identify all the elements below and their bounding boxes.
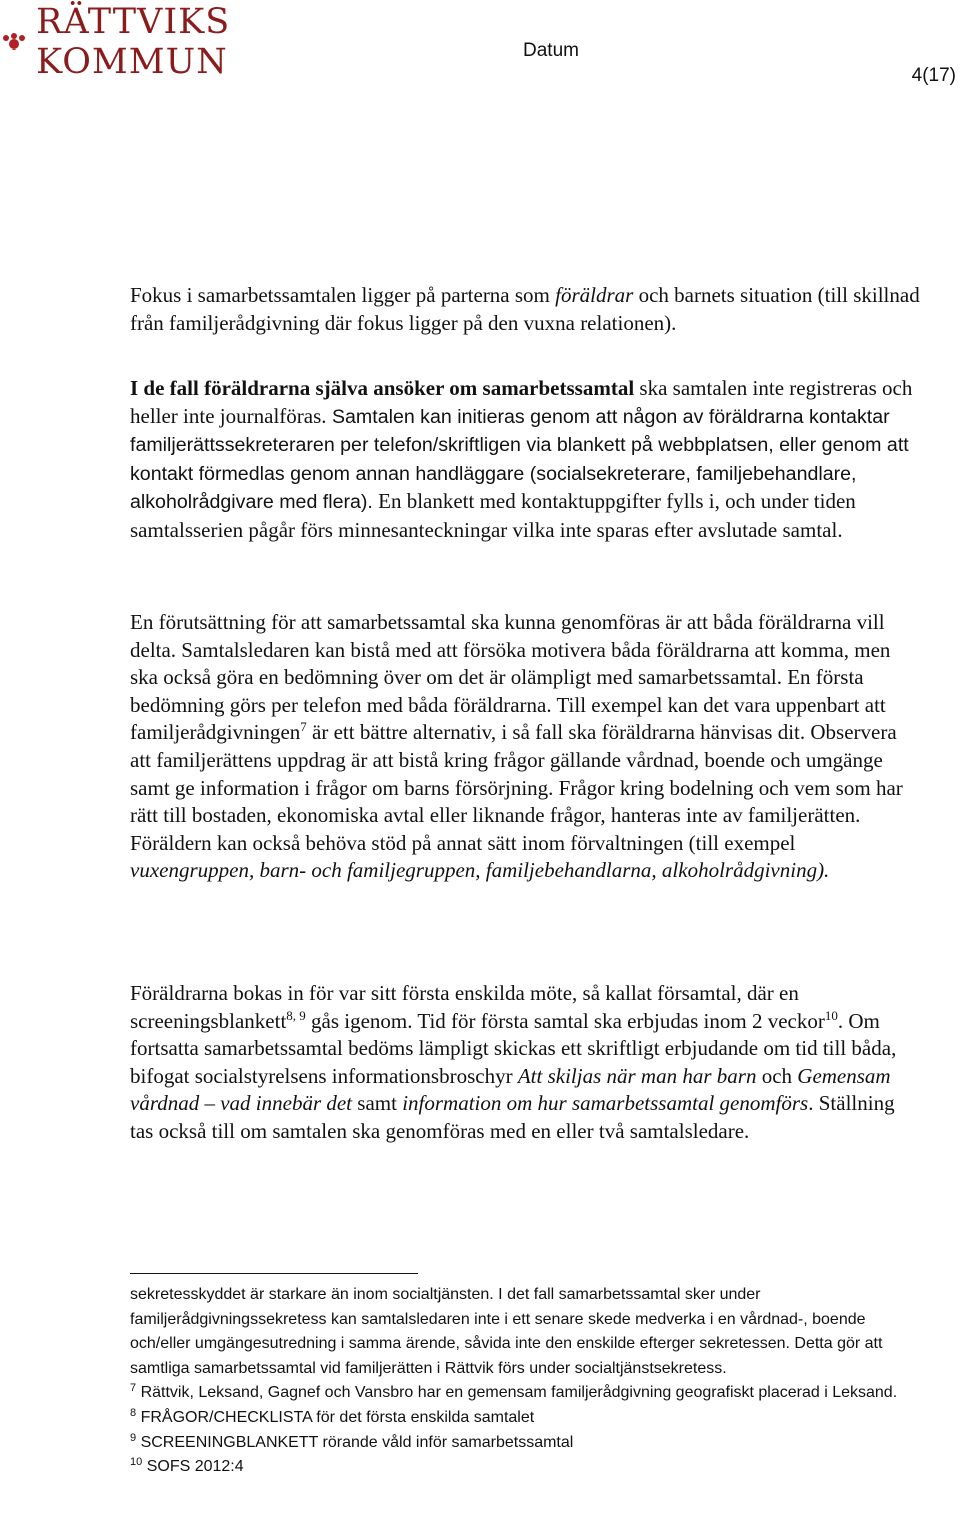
footnote-text: SCREENINGBLANKETT rörande våld inför samarbetssamtal bbox=[136, 1433, 574, 1451]
emphasis: föräldrar bbox=[555, 283, 634, 307]
text: ska samtalen inte registreras och heller inte journalföras. bbox=[130, 376, 913, 428]
footnote-text: FRÅGOR/CHECKLISTA för det första enskilda samtalet bbox=[136, 1408, 535, 1426]
text: Fokus i samarbetssamtalen ligger på parterna som bbox=[130, 283, 556, 307]
footnote-ref: 7 bbox=[300, 719, 307, 735]
emphasis: Gemensam vårdnad – vad innebär det bbox=[130, 1063, 891, 1116]
footnote-10 bbox=[130, 1455, 920, 1480]
text: gås igenom. Tid för första samtal ska erbjudas inom 2 veckor bbox=[305, 1008, 825, 1033]
text: och barnets situation (till skillnad från familjerådgivning där fokus ligger på den vuxna relationen). bbox=[130, 283, 920, 335]
emphasis: Att skiljas när man har barn bbox=[517, 1063, 757, 1088]
emphasis: vuxengruppen, barn- och familjegruppen, familjebehandlarna, alkoholrådgivning). bbox=[130, 858, 830, 883]
text: är ett bättre alternativ, i så fall ska föräldrarna hänvisas dit. Observera att familjerättens uppdrag är att bistå kring frågor gällande vårdnad, boende och umgänge samt ge information i frågor om barns försörjning. Frågor kring bodelning och vem som har rätt till bostaden, ekonomiska avtal eller liknande frågor, hanteras inte av familjerätten. Föräldern kan också behöva stöd på annat sätt inom förvaltningen (till exempel bbox=[130, 720, 903, 855]
footnote-continuation: sekretesskyddet är starkare än inom socialtjänsten. I det fall samarbetssamtal sker under familjerådgivningssekretess kan samtalsledaren inte i ett senare skede medverka i en vårdnad-, boende och/eller umgängesutredning i samma ärende, såvida inte den enskilde efterger sekretessen. Detta gör att samtliga samarbetssamtal vid familjerätten i Rättvik förs under socialtjänstsekretess. bbox=[130, 1286, 883, 1377]
paragraph-booking bbox=[130, 980, 920, 1146]
emphasis: information om hur samarbetssamtal genomförs bbox=[402, 1091, 809, 1116]
footnote-number: 10 bbox=[130, 1456, 143, 1469]
footnote-number: 8 bbox=[130, 1406, 137, 1419]
footnotes bbox=[130, 1283, 920, 1480]
municipality-logo bbox=[0, 0, 240, 92]
footnote-number: 7 bbox=[130, 1382, 137, 1395]
footnote-text: Rättvik, Leksand, Gagnef och Vansbro har en gemensam familjerådgivning geografiskt placerad i Leksand. bbox=[136, 1384, 898, 1402]
footnote-text: SOFS 2012:4 bbox=[142, 1458, 244, 1476]
sans-text: Samtalen kan initieras genom att någon av föräldrarna kontaktar familjerättssekreteraren per telefon/skriftligen via blankett på webbplatsen, eller genom att kontakt förmedlas genom annan handläggare (socialsekreterare, familjebehandlare, alkoholrådgivare med flera). bbox=[130, 405, 909, 514]
text: Föräldrarna bokas in för var sitt första enskilda möte, så kallat församtal, där en screeningsblankett bbox=[130, 981, 799, 1033]
page-number: 4(17) bbox=[911, 65, 956, 86]
text: samt bbox=[352, 1091, 403, 1116]
footnote-7 bbox=[130, 1381, 920, 1406]
text: . Ställning tas också till om samtalen ska genomföras med en eller två samtalsledare. bbox=[130, 1091, 895, 1143]
logo-text-line1: RÄTTVIKS bbox=[36, 2, 231, 42]
text: och bbox=[756, 1063, 798, 1088]
paragraph-focus bbox=[130, 282, 920, 337]
paragraph-prerequisites bbox=[130, 609, 920, 885]
date-label: Datum bbox=[523, 40, 579, 61]
footnote-separator bbox=[130, 1273, 418, 1274]
footnote-8 bbox=[130, 1406, 920, 1431]
text: En förutsättning för att samarbetssamtal ska kunna genomföras är att båda föräldrarna vill delta. Samtalsledaren kan bistå med att försöka motivera båda föräldrarna att komma, men ska också göra en bedömning över om det är olämpligt med samarbetssamtal. En första bedömning görs per telefon med båda föräldrarna. Till exempel kan det vara uppenbart att familjerådgivningen bbox=[130, 610, 891, 745]
paragraph-registration bbox=[130, 375, 920, 545]
footnote-number: 9 bbox=[130, 1431, 137, 1444]
footnote-ref: 8, 9 bbox=[286, 1007, 306, 1023]
text: . Om fortsatta samarbetssamtal bedöms lämpligt skickas ett skriftligt erbjudande om tid till båda, bifogat socialstyrelsens informationsbroschyr bbox=[130, 1008, 897, 1088]
text: En blankett med kontaktuppgifter fylls i, och under tiden samtalsserien pågår förs minnesanteckningar vilka inte sparas efter avslutade samtal. bbox=[130, 489, 856, 542]
footnote-ref: 10 bbox=[824, 1007, 838, 1023]
logo-text-line2: KOMMUN bbox=[36, 42, 228, 82]
footnote-9 bbox=[130, 1431, 920, 1456]
bold-lead: I de fall föräldrarna själva ansöker om samarbetssamtal bbox=[130, 376, 635, 400]
